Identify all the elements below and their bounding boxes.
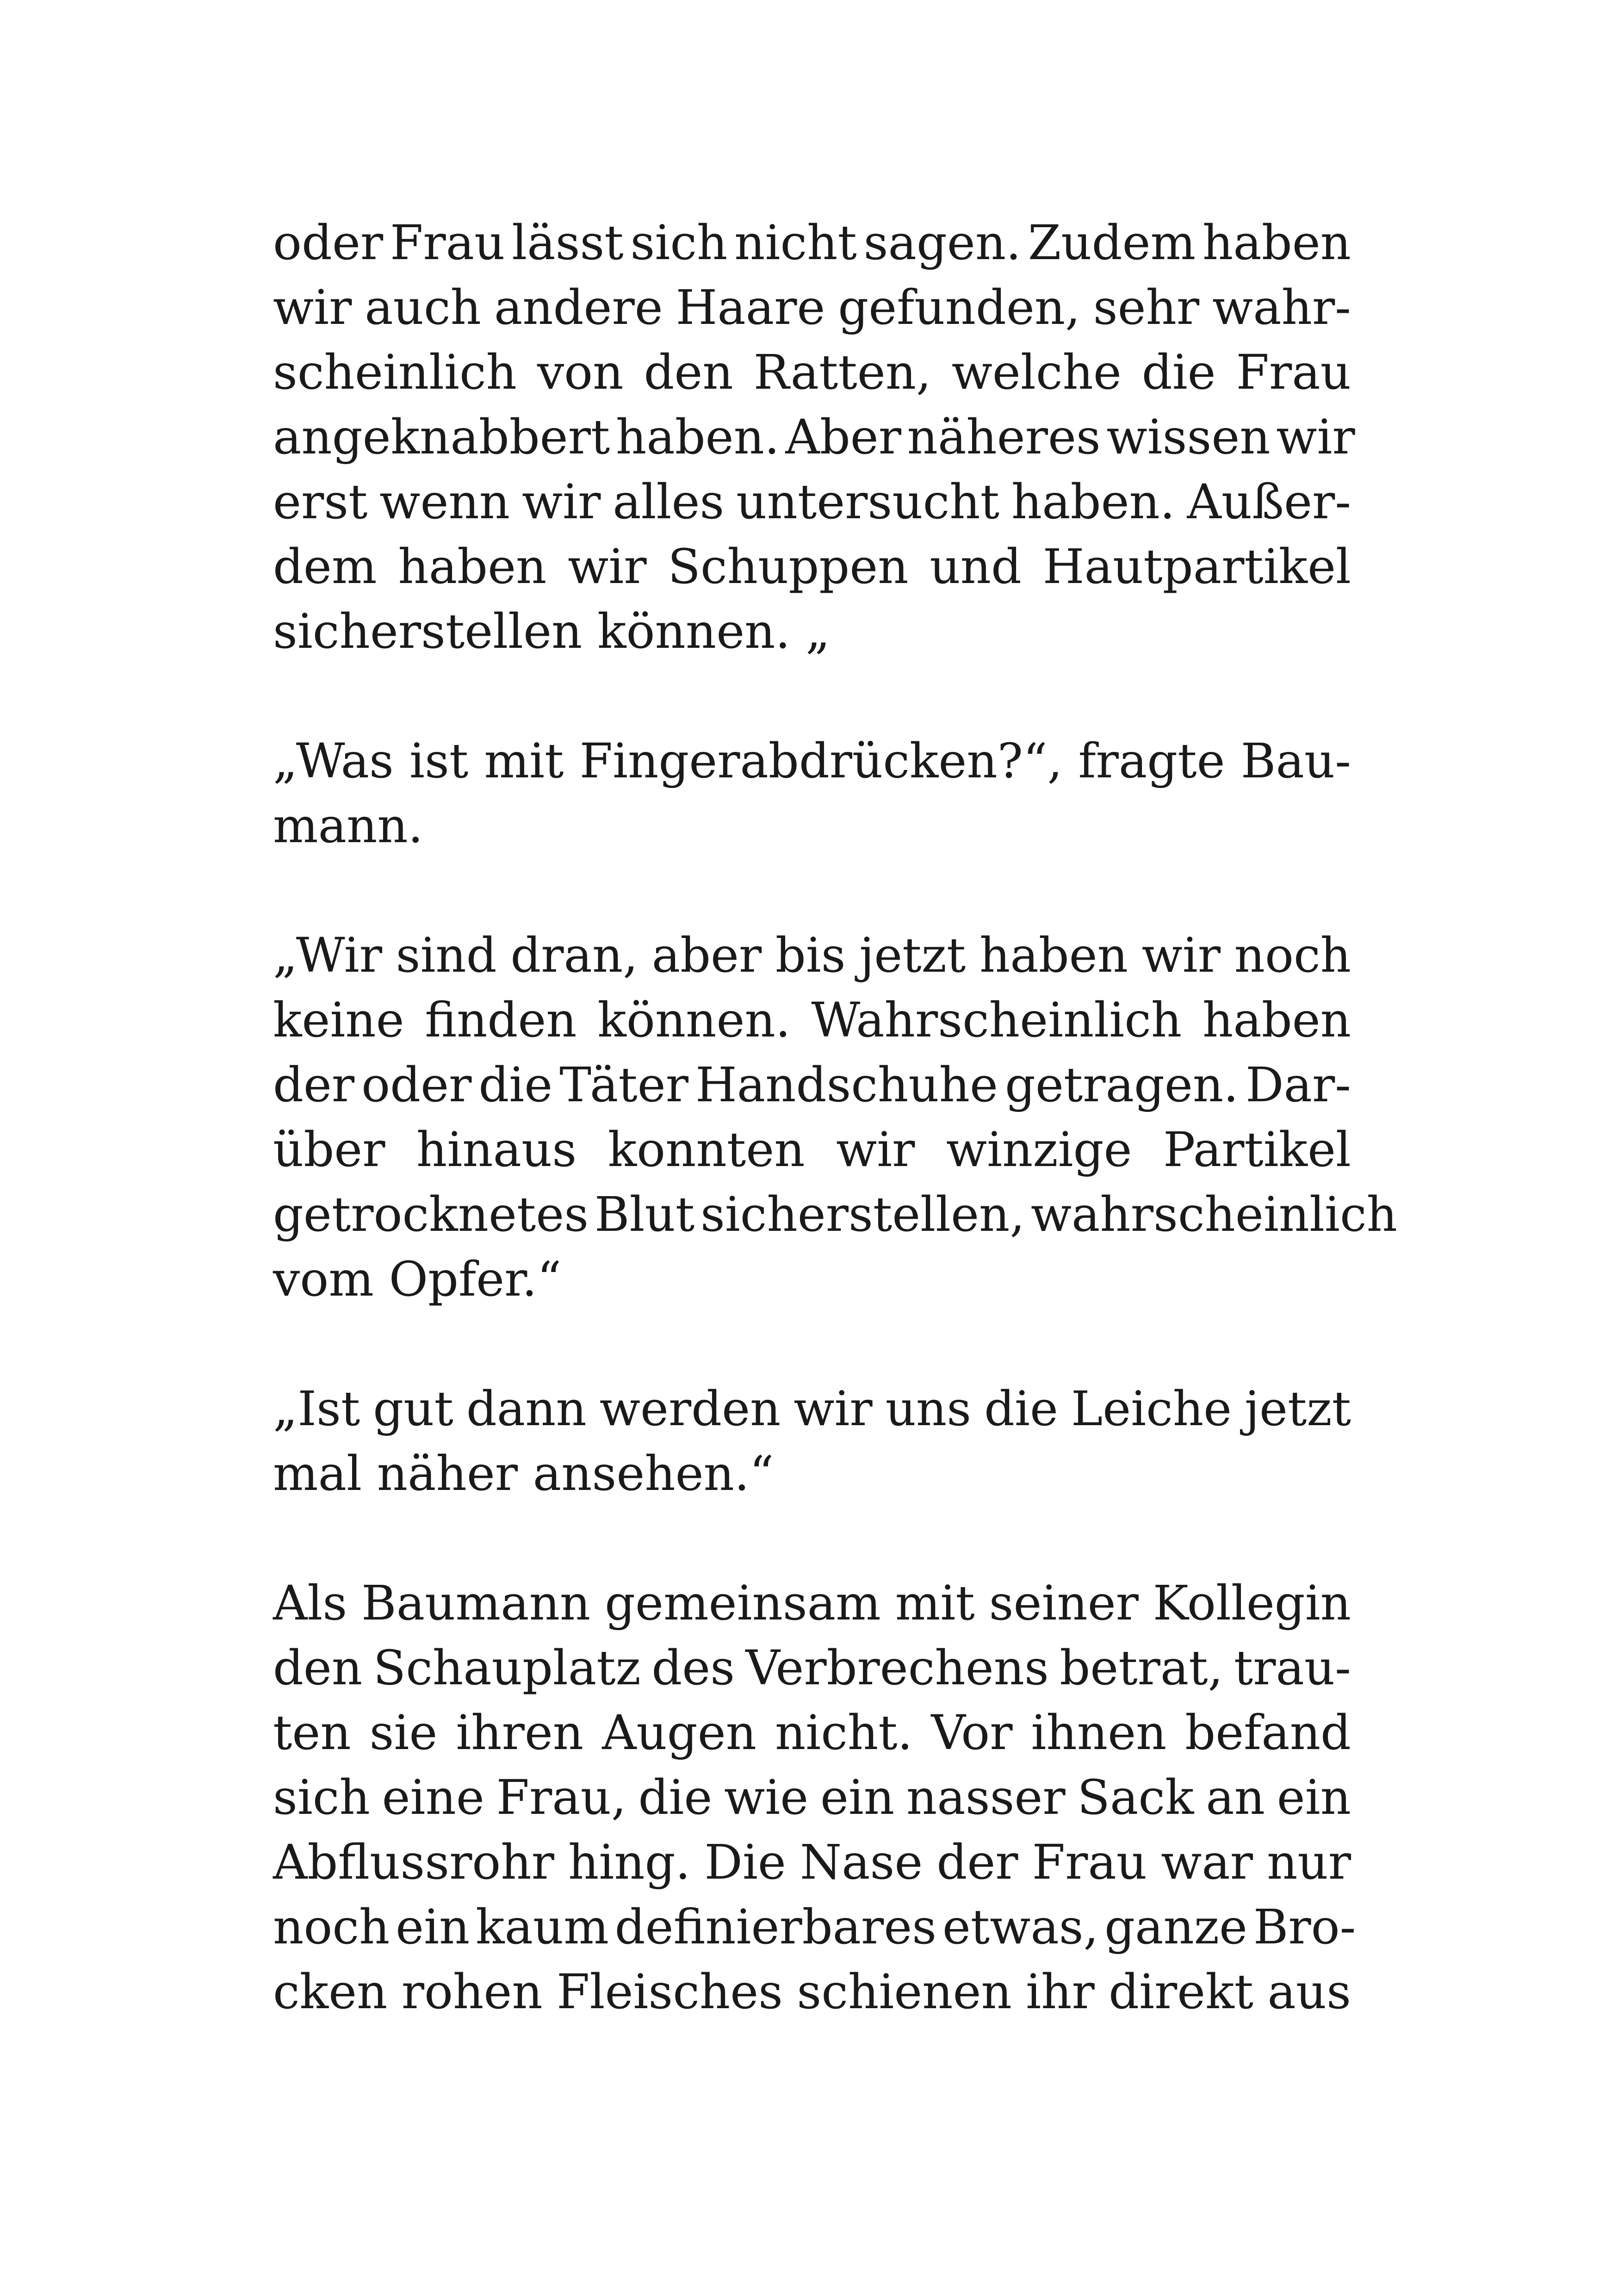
text-line: keine finden können. Wahrscheinlich haben <box>273 993 1351 1048</box>
text-line: über hinaus konnten wir winzige Partikel <box>273 1122 1351 1178</box>
text-line: mal näher ansehen.“ <box>273 1446 774 1502</box>
text-line: oder Frau lässt sich nicht sagen. Zudem haben <box>273 215 1351 271</box>
text-line: erst wenn wir alles untersucht haben. Außer- <box>273 474 1351 530</box>
text-line: Abflussrohr hing. Die Nase der Frau war nur <box>273 1835 1351 1890</box>
text-line: Als Baumann gemeinsam mit seiner Kollegin <box>273 1576 1351 1631</box>
paragraph-gap <box>273 664 1351 729</box>
text-line: scheinlich von den Ratten, welche die Frau <box>273 345 1351 400</box>
paragraph-3 <box>273 923 1398 1312</box>
text-line: cken rohen Fleisches schienen ihr direkt aus <box>273 1964 1351 2020</box>
text-line: wir auch andere Haare gefunden, sehr wahr- <box>273 280 1351 335</box>
text-line: „Wir sind dran, aber bis jetzt haben wir noch <box>273 928 1351 983</box>
text-line: sich eine Frau, die wie ein nasser Sack an ein <box>273 1770 1351 1825</box>
text-line: vom Opfer.“ <box>273 1252 562 1307</box>
paragraph-1 <box>273 211 1355 664</box>
paragraph-2 <box>273 729 1351 858</box>
text-line: der oder die Täter Handschuhe getragen. Dar- <box>273 1057 1351 1113</box>
text-line: angeknabbert haben. Aber näheres wissen wir <box>273 410 1355 465</box>
paragraph-gap <box>273 858 1351 923</box>
text-line: getrocknetes Blut sicherstellen, wahrscheinlich <box>273 1187 1398 1242</box>
text-line: mann. <box>273 798 423 854</box>
paragraph-5 <box>273 1571 1356 2024</box>
text-line: noch ein kaum definierbares etwas, ganze Bro- <box>273 1899 1356 1955</box>
text-line: „Ist gut dann werden wir uns die Leiche jetzt <box>273 1381 1351 1437</box>
paragraph-gap <box>273 1312 1351 1377</box>
text-line: dem haben wir Schuppen und Hautpartikel <box>273 539 1351 595</box>
text-line: ten sie ihren Augen nicht. Vor ihnen befand <box>273 1705 1351 1761</box>
text-line: den Schauplatz des Verbrechens betrat, trau- <box>273 1640 1351 1696</box>
paragraph-4 <box>273 1377 1351 1506</box>
text-line: sicherstellen können. „ <box>273 604 831 659</box>
text-line: „Was ist mit Fingerabdrücken?“, fragte Bau- <box>273 733 1351 789</box>
body-text <box>273 211 1398 2024</box>
paragraph-gap <box>273 1506 1351 1571</box>
